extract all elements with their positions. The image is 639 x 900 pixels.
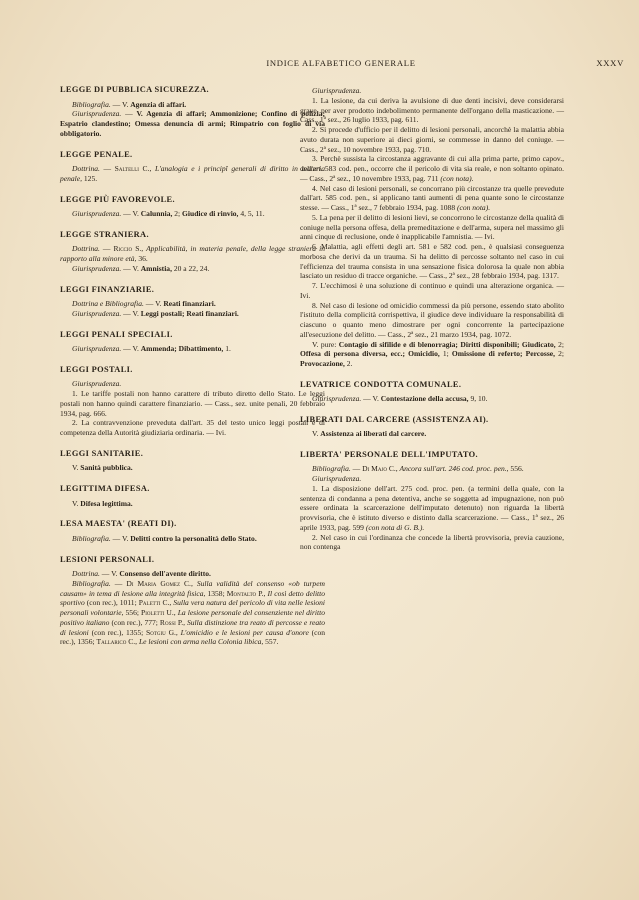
- entry-heading: LEGGI POSTALI.: [60, 364, 133, 374]
- entry-line: Giurisprudenza. — V. Agenzia di affari; Ammonizione; Confino di polizia; Espatrio clandestino; Omessa denuncia di armi; Rimpatrio con foglio di via obbligatorio.: [60, 109, 325, 138]
- entry-line: Giurisprudenza.: [312, 86, 362, 95]
- index-entry: [300, 415, 564, 439]
- index-entry: [60, 330, 325, 354]
- index-entry: [60, 195, 325, 219]
- entry-line: V. Sanità pubblica.: [72, 463, 133, 473]
- entry-line: Bibliografia. — V. Delitti contro la personalità dello Stato.: [72, 533, 257, 543]
- entry-line: Bibliografia. — Di Maria Gomez C., Sulla validità del consenso «ob turpem causam» in tema di lesione alla integrità fisica, 1358; Montalto P., Il così detto delitto sportivo (con rec.), 1011; Paletti C., Sulla vera natura del pericolo di vita nelle lesioni personali volontarie, 556; Pioletti U., La lesione personale del consenziente nel diritto positivo italiano (con rec.), 777; Rossi P., Sulla distinzione tra reato di percosse e reato di lesioni (con rec.), 1355; Sotgiu G., L'omicidio e le lesioni per causa d'onore (con rec.), 1356; Tallarico C., Le lesioni con arma nella Colonia libica, 557.: [60, 578, 326, 647]
- entry-paragraph: 2. La contravvenzione preveduta dall'art. 35 del testo unico leggi postali è di competenza della Autorità giudiziaria ordinaria. — Ivi.: [60, 418, 325, 437]
- running-title: INDICE ALFABETICO GENERALE: [266, 58, 416, 68]
- index-entry-continued: [300, 86, 564, 369]
- entry-heading: LEGGI FINANZIARIE.: [60, 284, 155, 294]
- entry-paragraph: 1. Le tariffe postali non hanno carattere di tributo diretto dello Stato. Le leggi postali non hanno quindi carattere finanziario. — Cass., sez. unite penali, 20 febbraio 1934, pag. 666.: [60, 389, 325, 418]
- entry-paragraph: 6. Malattia, agli effetti degli art. 581 e 582 cod. pen., è qualsiasi conseguenza morbosa che derivi da un trauma. Si ha delitto di percosse soltanto nel caso in cui l'efficienza del trauma consista in una sensazione fisica dolorosa la quale non abbia lasciato un residuo di tracce organiche. — Cass., 2ª sez., 28 febbraio 1934, pag. 1317.: [300, 242, 564, 281]
- entry-paragraph: 1. La lesione, da cui deriva la avulsione di due denti incisivi, deve considerarsi grave, per aver prodotto indebolimento permanente dell'organo della masticazione. — Cass., 1ª sez., 26 luglio 1933, pag. 611.: [300, 95, 564, 125]
- entry-line: Giurisprudenza. — V. Amnistia, 20 a 22, 24.: [72, 263, 210, 273]
- index-entry: [60, 150, 325, 184]
- entry-line: V. Difesa legittima.: [72, 498, 133, 508]
- entry-line: Giurisprudenza. — V. Contestazione della accusa, 9, 10.: [312, 394, 488, 404]
- entry-heading: LEGGE PIÙ FAVOREVOLE.: [60, 194, 175, 204]
- index-entry: [60, 519, 325, 543]
- entry-heading: LEGGE DI PUBBLICA SICUREZZA.: [60, 85, 209, 94]
- index-entry: [60, 365, 325, 438]
- entry-line: Dottrina. — Riccio S., Applicabilità, in materia penale, della legge straniera in rapporto alla minore età, 36.: [60, 244, 325, 263]
- entry-paragraph: 2. Si procede d'ufficio per il delitto di lesioni personali, ancorchè la malattia abbia avuto durata non superiore ai dieci giorni, se commesse in danno del coniuge. — Cass., 2ª sez., 10 novembre 1933, pag. 710.: [300, 125, 564, 154]
- entry-heading: LEGGI PENALI SPECIALI.: [60, 329, 173, 339]
- index-entry: [60, 230, 325, 274]
- index-entry: [60, 285, 325, 319]
- entry-line: Dottrina. — Saltelli C., L'analogia e i principî generali di diritto in materia penale, 125.: [60, 164, 325, 183]
- page-number: XXXV: [596, 58, 624, 68]
- running-header: [58, 58, 624, 72]
- index-entry: [60, 484, 325, 508]
- entry-heading: LEGITTIMA DIFESA.: [60, 484, 150, 493]
- entry-heading: LEVATRICE CONDOTTA COMUNALE.: [300, 379, 462, 389]
- entry-heading: LEGGE PENALE.: [60, 149, 133, 159]
- entry-line: Giurisprudenza. — V. Leggi postali; Reati finanziari.: [72, 308, 239, 318]
- left-column: [60, 85, 325, 647]
- entry-heading: LEGGI SANITARIE.: [60, 448, 144, 458]
- index-entry: [300, 450, 564, 552]
- entry-paragraph: 8. Nel caso di lesione od omicidio commessi da più persone, essendo stato abolito l'istituto della complicità corrispettiva, il giudice deve individuare la responsabilità di ciascuno o quanto meno dimostrare per ogni concorrente la partecipazione all'esecuzione del delitto. — Cass., 2ª sez., 21 marzo 1934, pag. 1072.: [300, 300, 564, 339]
- entry-paragraph: 7. L'ecchimosi è una soluzione di continuo e quindi una alterazione organica. — Ivi.: [300, 281, 564, 300]
- entry-line: Dottrina e Bibliografia. — V. Reati finanziari.: [72, 299, 216, 308]
- entry-line: Bibliografia. — V. Agenzia di affari.: [72, 99, 187, 109]
- entry-heading: LESIONI PERSONALI.: [60, 554, 155, 564]
- entry-line: V. pure: Contagio di sifilide e di blenorragia; Diritti disponibili; Giudicato, 2; Offesa di persona diversa, ecc.; Omicidio, 1; Omissione di referto; Percosse, 2; Provocazione, 2.: [300, 339, 564, 368]
- entry-paragraph: 2. Nel caso in cui l'ordinanza che concede la libertà provvisoria, previa cauzione, non contenga: [300, 532, 564, 552]
- entry-heading: LIBERTA' PERSONALE DELL'IMPUTATO.: [300, 449, 478, 459]
- entry-line: Giurisprudenza. — V. Calunnia, 2; Giudice di rinvio, 4, 5, 11.: [72, 209, 265, 218]
- entry-heading: LIBERATI DAL CARCERE (ASSISTENZA AI).: [300, 415, 489, 424]
- entry-paragraph: 5. La pena per il delitto di lesioni lievi, se concorrono le circostanze della qualità di coniuge nella persona offesa, della premeditazione e dell'arma, supera nel massimo gli anni cinque di reclusione, onde è inapplicabile l'amnistia. — Ivi.: [300, 212, 564, 242]
- right-column: [300, 86, 564, 552]
- entry-line: Dottrina. — V. Consenso dell'avente diritto.: [72, 569, 211, 578]
- entry-heading: LEGGE STRANIERA.: [60, 229, 149, 239]
- entry-line: Giurisprudenza. — V. Ammenda; Dibattimento, 1.: [72, 344, 231, 353]
- entry-line: Giurisprudenza.: [72, 379, 122, 389]
- entry-heading: LESA MAESTA' (REATI DI).: [60, 519, 177, 529]
- index-entry: [60, 85, 325, 139]
- entry-paragraph: 1. La disposizione dell'art. 275 cod. proc. pen. (a termini della quale, con la sentenza di condanna a pena detentiva, anche se soggetta ad impugnazione, non può essere ordinata la scarcerazione dell'imputato detenuto) non riguarda la libertà provvisoria, che è istituto diverso e distinto dalla scarcerazione. — Cass., 1ª sez., 26 aprile 1933, pag. 599 (con nota di G. B.).: [300, 483, 564, 532]
- entry-line: V. Assistenza ai liberati dal carcere.: [312, 429, 427, 438]
- entry-paragraph: 3. Perchè sussista la circostanza aggravante di cui alla prima parte, primo capov., dell'art. 583 cod. pen., occorre che il pericolo di vita sia reale, e non soltanto opinato. — Cass., 2ª sez., 10 novembre 1933, pag. 711 (con nota).: [300, 154, 564, 183]
- index-entry: [300, 380, 564, 404]
- entry-paragraph: 4. Nel caso di lesioni personali, se concorrano più circostanze tra quelle prevedute dall'art. 585 cod. pen., si applicano tanti aumenti di pena quante sono le circostanze stesse. — Cass., 1ª sez., 7 febbraio 1934, pag. 1088 (con nota).: [300, 183, 564, 212]
- entry-line: Giurisprudenza.: [312, 474, 362, 483]
- index-entry: [60, 555, 325, 648]
- index-entry: [60, 449, 325, 473]
- entry-line: Bibliografia. — Di Majo C., Ancora sull'art. 246 cod. proc. pen., 556.: [312, 464, 524, 474]
